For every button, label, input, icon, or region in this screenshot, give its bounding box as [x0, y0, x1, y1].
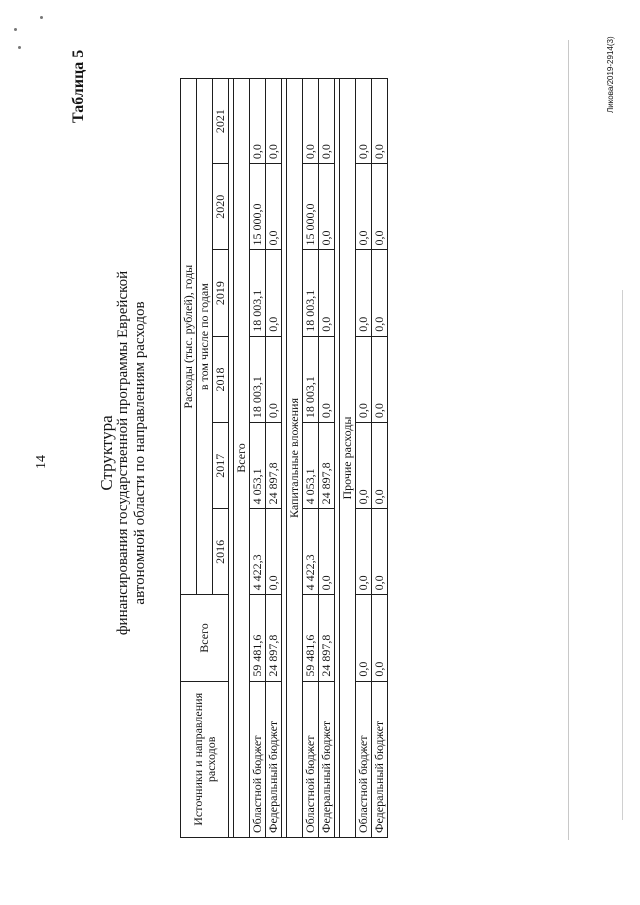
source-cell: Федеральный бюджет — [266, 681, 282, 837]
value-cell: 18 003,1 — [303, 336, 319, 422]
title-line-2: финансирования государственной программы Еврейской — [115, 270, 131, 635]
value-cell: 0,0 — [266, 78, 282, 163]
source-cell: Областной бюджет — [250, 681, 266, 837]
header-by-year-group: в том числе по годам — [197, 78, 213, 594]
header-year: 2017 — [213, 422, 229, 508]
source-cell: Федеральный бюджет — [372, 681, 388, 837]
value-cell: 0,0 — [372, 336, 388, 422]
value-cell: 0,0 — [319, 336, 335, 422]
total-cell: 0,0 — [356, 594, 372, 680]
value-cell: 0,0 — [356, 163, 372, 249]
section-title-row — [234, 78, 250, 837]
value-cell: 4 422,3 — [303, 508, 319, 594]
total-cell: 0,0 — [372, 594, 388, 680]
section-title: Всего — [234, 78, 250, 837]
value-cell: 0,0 — [266, 249, 282, 335]
total-cell: 24 897,8 — [319, 594, 335, 680]
section-title: Капитальные вложения — [287, 78, 303, 837]
value-cell: 0,0 — [356, 336, 372, 422]
value-cell: 0,0 — [266, 336, 282, 422]
value-cell: 4 053,1 — [303, 422, 319, 508]
value-cell: 0,0 — [319, 78, 335, 163]
document-code: Ликова/2019-2914(3) — [606, 35, 615, 113]
value-cell: 0,0 — [250, 78, 266, 163]
value-cell: 0,0 — [372, 422, 388, 508]
source-cell: Областной бюджет — [303, 681, 319, 837]
value-cell: 4 422,3 — [250, 508, 266, 594]
header-expenses-group: Расходы (тыс. рублей), годы — [181, 78, 197, 594]
value-cell: 0,0 — [356, 249, 372, 335]
header-year: 2019 — [213, 249, 229, 335]
value-cell: 0,0 — [303, 78, 319, 163]
header-year: 2020 — [213, 163, 229, 249]
header-year: 2018 — [213, 336, 229, 422]
value-cell: 24 897,8 — [266, 422, 282, 508]
section-title: Прочие расходы — [340, 78, 356, 837]
value-cell: 0,0 — [356, 78, 372, 163]
table-row — [303, 78, 319, 837]
section-title-row — [287, 78, 303, 837]
value-cell: 0,0 — [372, 508, 388, 594]
header-row-1 — [181, 78, 197, 837]
value-cell: 15 000,0 — [303, 163, 319, 249]
table-row — [372, 78, 388, 837]
source-cell: Федеральный бюджет — [319, 681, 335, 837]
value-cell: 18 003,1 — [250, 249, 266, 335]
header-source-column: Источники и направления расходов — [181, 681, 229, 837]
value-cell: 0,0 — [372, 163, 388, 249]
rotated-document-sheet — [10, 13, 630, 893]
value-cell: 0,0 — [372, 78, 388, 163]
value-cell: 0,0 — [372, 249, 388, 335]
value-cell: 0,0 — [356, 422, 372, 508]
table-row — [266, 78, 282, 837]
section-title-row — [340, 78, 356, 837]
header-year: 2021 — [213, 78, 229, 163]
value-cell: 15 000,0 — [250, 163, 266, 249]
table-row — [319, 78, 335, 837]
total-cell: 24 897,8 — [266, 594, 282, 680]
page-number: 14 — [34, 454, 49, 469]
value-cell: 0,0 — [319, 163, 335, 249]
table-row — [250, 78, 266, 837]
title-line-1: Структура — [97, 414, 116, 491]
value-cell: 0,0 — [266, 163, 282, 249]
value-cell: 4 053,1 — [250, 422, 266, 508]
document-title — [98, 133, 149, 773]
financing-structure-table — [180, 78, 388, 838]
value-cell: 0,0 — [319, 249, 335, 335]
title-line-3: автономной области по направлениям расходов — [132, 300, 148, 605]
total-cell: 59 481,6 — [303, 594, 319, 680]
header-year: 2016 — [213, 508, 229, 594]
value-cell: 0,0 — [356, 508, 372, 594]
value-cell: 18 003,1 — [250, 336, 266, 422]
value-cell: 24 897,8 — [319, 422, 335, 508]
total-cell: 59 481,6 — [250, 594, 266, 680]
value-cell: 18 003,1 — [303, 249, 319, 335]
value-cell: 0,0 — [266, 508, 282, 594]
table-label: Таблица 5 — [70, 49, 87, 123]
table-row — [356, 78, 372, 837]
header-total-column: Всего — [181, 594, 229, 680]
source-cell: Областной бюджет — [356, 681, 372, 837]
value-cell: 0,0 — [319, 508, 335, 594]
